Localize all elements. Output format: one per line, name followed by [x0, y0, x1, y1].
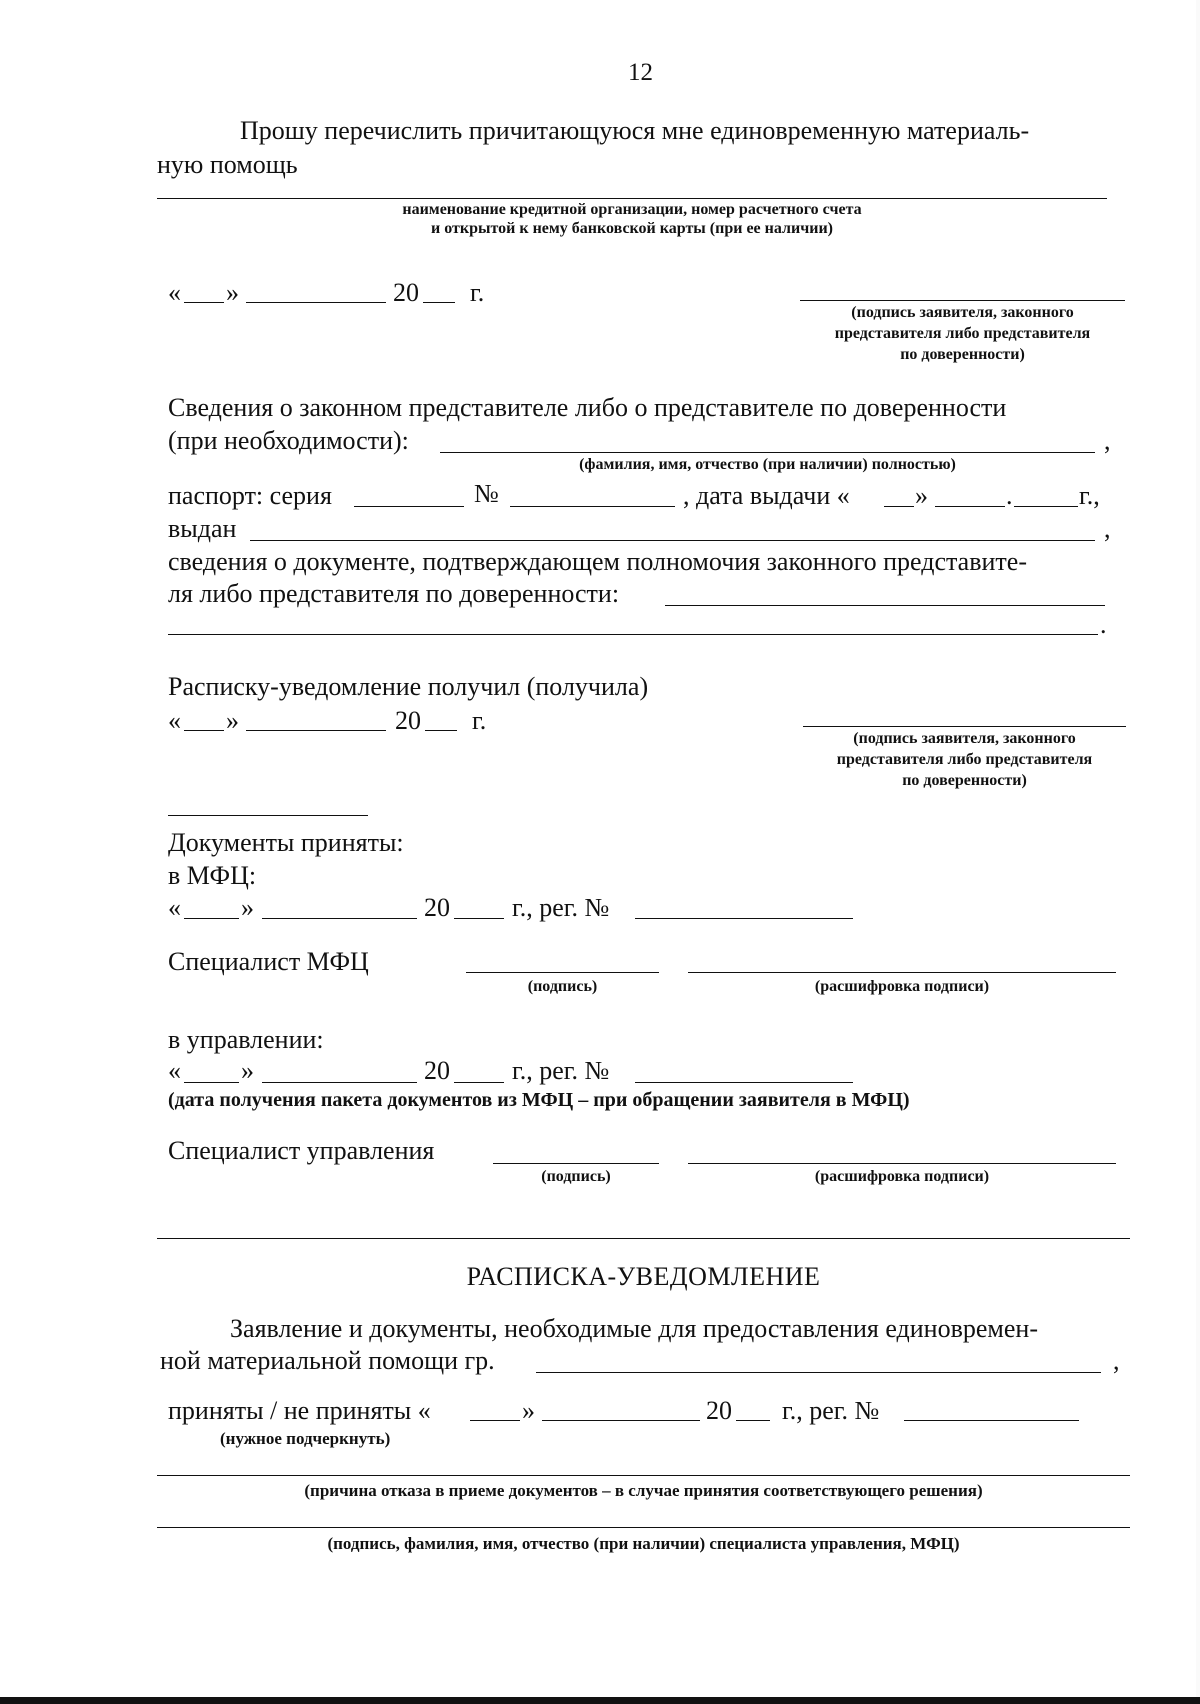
mfc-specialist-signature-field[interactable]	[466, 972, 659, 973]
accepted-title: Документы приняты:	[168, 828, 404, 857]
mfc-month-field[interactable]	[262, 918, 417, 919]
receipt-date-year: 20	[395, 706, 421, 735]
department-year-field[interactable]	[454, 1082, 504, 1083]
request-year-field[interactable]	[423, 302, 455, 303]
department-month-field[interactable]	[262, 1082, 417, 1083]
authority-doc-dot: .	[1100, 610, 1107, 639]
request-date-open: «	[168, 278, 181, 307]
mfc-signature-caption: (подпись)	[527, 978, 598, 995]
scan-edge-bottom	[0, 1697, 1200, 1704]
receipt-date-close: »	[226, 706, 239, 735]
department-date-year: 20	[424, 1056, 450, 1085]
receipt-month-field[interactable]	[246, 730, 386, 731]
department-note: (дата получения пакета документов из МФЦ – при обращении заявителя в МФЦ)	[168, 1089, 910, 1111]
notice-date-year: 20	[706, 1396, 732, 1425]
receipt-received-label: Расписку-уведомление получил (получила)	[168, 672, 649, 701]
mfc-specialist-label: Специалист МФЦ	[168, 947, 369, 976]
authority-doc-line-1: сведения о документе, подтверждающем полномочия законного представите-	[168, 547, 1027, 576]
passport-series-label: паспорт: серия	[168, 481, 332, 510]
notice-line-1: Заявление и документы, необходимые для предоставления единовремен-	[230, 1314, 1038, 1343]
specialist-signature-field[interactable]	[157, 1527, 1130, 1528]
mfc-date-open: «	[168, 893, 181, 922]
notice-reg-field[interactable]	[904, 1420, 1079, 1421]
notice-month-field[interactable]	[542, 1420, 700, 1421]
department-date-close: »	[241, 1056, 254, 1085]
department-decode-caption: (расшифровка подписи)	[814, 1168, 990, 1185]
passport-number-field[interactable]	[510, 506, 675, 507]
notice-day-field[interactable]	[470, 1420, 520, 1421]
bank-caption-1: наименование кредитной организации, номер расчетного счета	[402, 201, 862, 218]
mfc-decode-caption: (расшифровка подписи)	[814, 978, 990, 995]
mfc-date-close: »	[241, 893, 254, 922]
receipt-notice-title: РАСПИСКА-УВЕДОМЛЕНИЕ	[466, 1262, 821, 1291]
notice-year-field[interactable]	[736, 1420, 770, 1421]
department-label: в управлении:	[168, 1025, 324, 1054]
issued-by-field[interactable]	[250, 540, 1095, 541]
issued-by-comma: ,	[1104, 514, 1111, 543]
issue-year-suffix: г.,	[1079, 481, 1100, 510]
receipt-sig-caption-1: (подпись заявителя, законного	[853, 730, 1076, 747]
request-date-suffix: г.	[470, 278, 485, 307]
mfc-reg-field[interactable]	[635, 918, 853, 919]
representative-line-2: (при необходимости):	[168, 426, 409, 455]
representative-comma: ,	[1104, 426, 1111, 455]
issue-month-field[interactable]	[935, 506, 1005, 507]
sig-caption-1: (подпись заявителя, законного	[851, 304, 1074, 321]
request-line-2: ную помощь	[157, 150, 298, 179]
underline-note: (нужное подчеркнуть)	[220, 1429, 391, 1448]
issue-year-field[interactable]	[1014, 506, 1078, 507]
request-date-year: 20	[393, 278, 419, 307]
department-specialist-label: Специалист управления	[168, 1136, 435, 1165]
request-month-field[interactable]	[246, 302, 386, 303]
representative-name-field[interactable]	[440, 452, 1095, 453]
scan-edge-right	[1196, 0, 1200, 1704]
passport-number-label: №	[474, 479, 499, 508]
issued-by-label: выдан	[168, 514, 237, 543]
receipt-date-suffix: г.	[472, 706, 487, 735]
short-divider	[168, 815, 368, 816]
department-reg-label: г., рег. №	[512, 1056, 610, 1085]
bank-caption-2: и открытой к нему банковской карты (при ее наличии)	[431, 220, 833, 237]
notice-accepted-label: приняты / не приняты «	[168, 1396, 431, 1425]
mfc-day-field[interactable]	[184, 918, 239, 919]
authority-doc-line-2: ля либо представителя по доверенности:	[168, 579, 620, 608]
sig-caption-2: представителя либо представителя	[834, 325, 1091, 342]
passport-series-field[interactable]	[354, 506, 464, 507]
sig-caption-3: по доверенности)	[900, 346, 1025, 363]
request-line-1: Прошу перечислить причитающуюся мне единовременную материаль-	[240, 116, 1030, 145]
receipt-sig-caption-2: представителя либо представителя	[836, 751, 1093, 768]
mfc-reg-label: г., рег. №	[512, 893, 610, 922]
representative-line-1: Сведения о законном представителе либо о представителе по доверенности	[168, 393, 1007, 422]
applicant-signature-field[interactable]	[800, 300, 1125, 301]
department-day-field[interactable]	[184, 1082, 239, 1083]
issue-date-dot: .	[1006, 481, 1013, 510]
department-signature-caption: (подпись)	[541, 1168, 611, 1185]
fio-caption: (фамилия, имя, отчество (при наличии) полностью)	[579, 456, 956, 473]
request-day-field[interactable]	[184, 302, 224, 303]
department-reg-field[interactable]	[635, 1082, 853, 1083]
citizen-name-field[interactable]	[536, 1372, 1101, 1373]
bank-details-field[interactable]	[157, 198, 1107, 199]
notice-line-2: ной материальной помощи гр.	[160, 1346, 495, 1375]
mfc-specialist-decode-field[interactable]	[688, 972, 1116, 973]
specialist-caption: (подпись, фамилия, имя, отчество (при наличии) специалиста управления, МФЦ)	[327, 1534, 960, 1553]
issue-date-label: , дата выдачи «	[683, 481, 850, 510]
issue-date-close: »	[915, 481, 928, 510]
department-specialist-decode-field[interactable]	[688, 1163, 1116, 1164]
accepted-mfc-label: в МФЦ:	[168, 861, 257, 890]
issue-day-field[interactable]	[884, 506, 914, 507]
mfc-year-field[interactable]	[454, 918, 504, 919]
refusal-reason-field[interactable]	[157, 1475, 1130, 1476]
notice-date-close: »	[522, 1396, 535, 1425]
notice-reg-label: г., рег. №	[782, 1396, 880, 1425]
refusal-caption: (причина отказа в приеме документов – в случае принятия соответствующего решения)	[304, 1481, 983, 1500]
cut-line	[157, 1238, 1130, 1239]
department-specialist-signature-field[interactable]	[493, 1163, 659, 1164]
mfc-date-year: 20	[424, 893, 450, 922]
receipt-date-open: «	[168, 706, 181, 735]
notice-comma: ,	[1113, 1346, 1120, 1375]
receipt-signature-field[interactable]	[803, 726, 1126, 727]
authority-doc-field-1[interactable]	[665, 605, 1105, 606]
receipt-day-field[interactable]	[184, 730, 224, 731]
receipt-year-field[interactable]	[425, 730, 457, 731]
page-number: 12	[628, 59, 653, 86]
receipt-sig-caption-3: по доверенности)	[902, 772, 1027, 789]
department-date-open: «	[168, 1056, 181, 1085]
authority-doc-field-2[interactable]	[168, 634, 1098, 635]
request-date-close: »	[226, 278, 239, 307]
